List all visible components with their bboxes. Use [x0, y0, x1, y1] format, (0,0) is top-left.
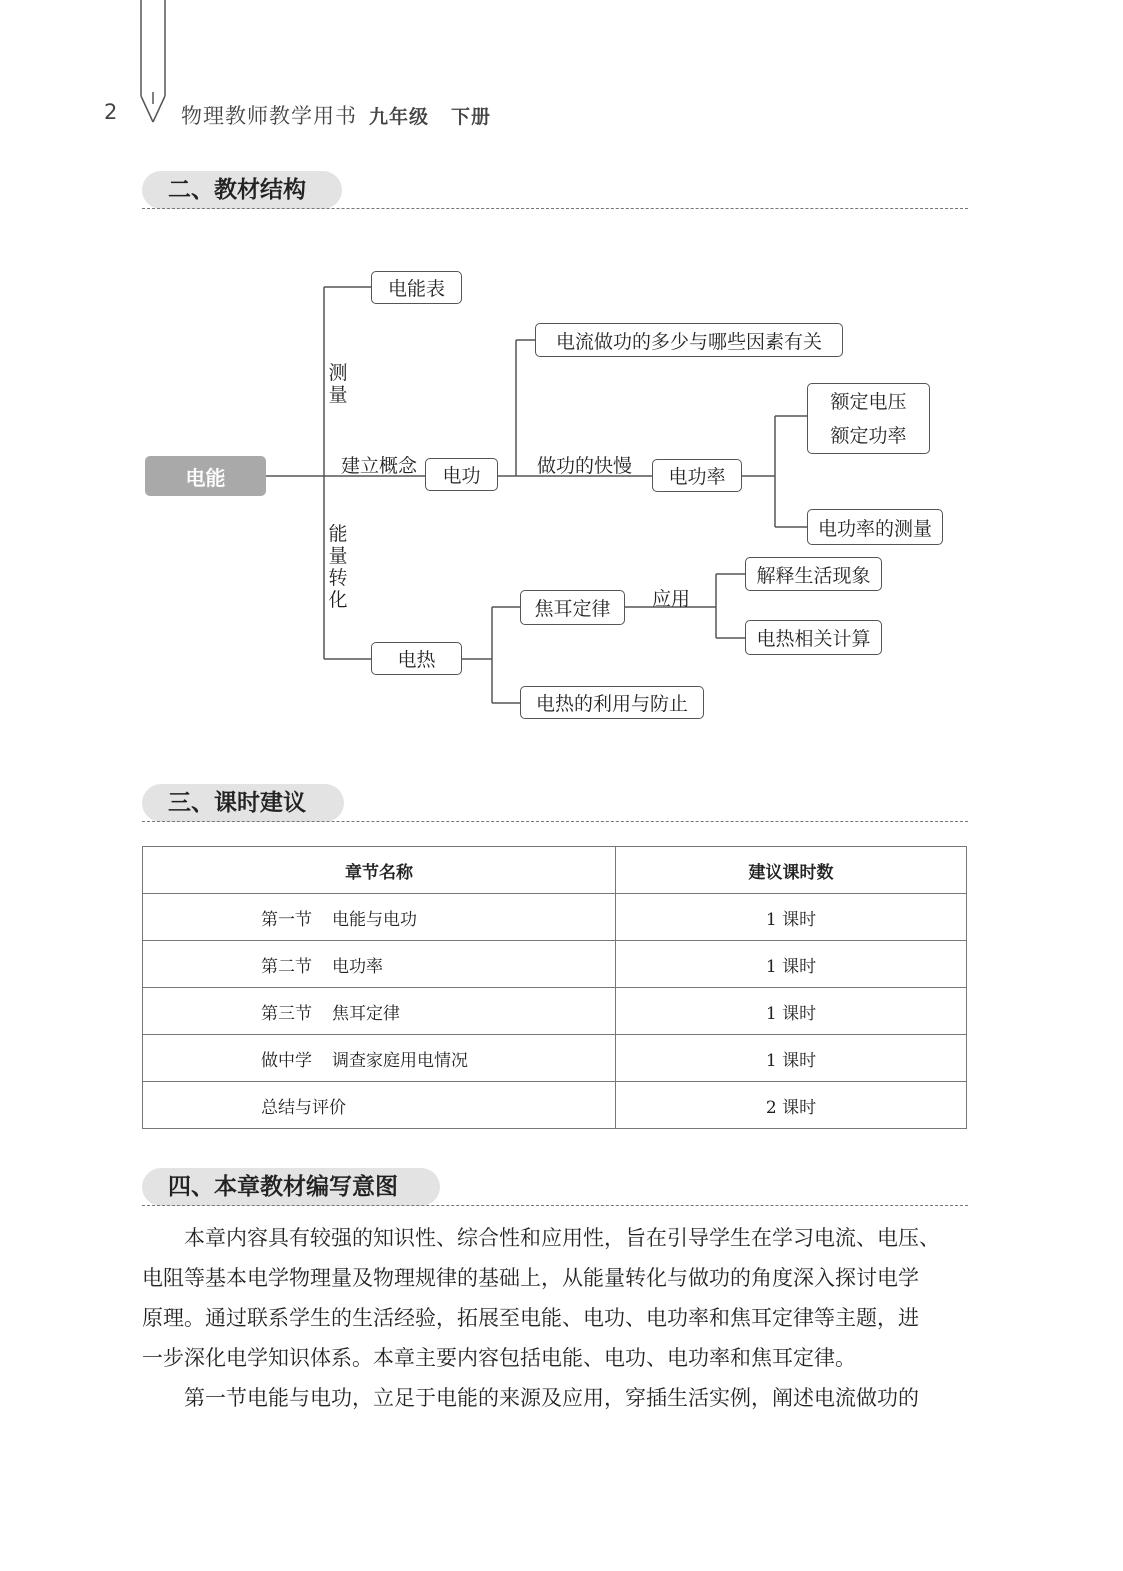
row-hours: 2 课时 — [616, 1082, 967, 1129]
section-heading-hours — [142, 784, 968, 822]
rated-voltage-label: 额定电压 — [830, 390, 907, 413]
paragraph-line: 一步深化电学知识体系。本章主要内容包括电能、电功、电功率和焦耳定律。 — [142, 1346, 856, 1370]
edge-label-speed: 做功的快慢 — [537, 455, 633, 477]
grade: 九年级 — [369, 106, 430, 128]
row-hours: 1 课时 — [616, 941, 967, 988]
dashed-divider — [142, 821, 968, 822]
dashed-divider — [142, 1205, 968, 1206]
table-row — [143, 1082, 967, 1129]
header-chapter-name: 章节名称 — [143, 847, 616, 894]
edge-label-apply: 应用 — [652, 588, 691, 610]
node-power-measurement: 电功率的测量 — [807, 509, 943, 545]
row-chapter: 第二节 电功率 — [143, 941, 616, 988]
schedule-table — [142, 846, 967, 1129]
paragraph-line: 原理。通过联系学生的生活经验，拓展至电能、电功、电功率和焦耳定律等主题，进 — [142, 1306, 919, 1330]
node-electric-power: 电功率 — [652, 459, 742, 492]
row-chapter: 第一节 电能与电功 — [143, 894, 616, 941]
rated-power-label: 额定功率 — [830, 424, 907, 447]
dashed-divider — [142, 208, 968, 209]
header-suggested-hours: 建议课时数 — [616, 847, 967, 894]
edge-label-energy-conversion: 能量转化 — [328, 523, 348, 611]
node-heat-calculation: 电热相关计算 — [745, 620, 882, 655]
row-hours: 1 课时 — [616, 1035, 967, 1082]
heading-pill: 二、教材结构 — [142, 171, 342, 209]
node-work-factors: 电流做功的多少与哪些因素有关 — [535, 323, 843, 357]
paragraph-line: 第一节电能与电功，立足于电能的来源及应用，穿插生活实例，阐述电流做功的 — [184, 1386, 919, 1410]
heading-pill: 四、本章教材编写意图 — [142, 1168, 440, 1206]
page-number: 2 — [104, 100, 118, 124]
row-hours: 1 课时 — [616, 894, 967, 941]
node-electric-work: 电功 — [425, 458, 498, 491]
node-use-and-prevent: 电热的利用与防止 — [520, 686, 704, 719]
running-header — [181, 100, 491, 130]
node-rated-values — [807, 383, 930, 454]
node-energy-meter: 电能表 — [371, 271, 462, 304]
row-hours: 1 课时 — [616, 988, 967, 1035]
row-chapter: 总结与评价 — [143, 1082, 616, 1129]
table-row — [143, 894, 967, 941]
node-electric-energy: 电能 — [145, 456, 266, 496]
intent-paragraph — [142, 1218, 968, 1418]
table-row — [143, 941, 967, 988]
row-chapter: 第三节 焦耳定律 — [143, 988, 616, 1035]
table-row — [143, 988, 967, 1035]
table-row — [143, 1035, 967, 1082]
section-heading-intent — [142, 1168, 968, 1206]
volume: 下册 — [451, 106, 492, 128]
table-header-row — [143, 847, 967, 894]
heading-pill: 三、课时建议 — [142, 784, 344, 822]
node-electric-heat: 电热 — [371, 642, 462, 675]
paragraph-line: 本章内容具有较强的知识性、综合性和应用性，旨在引导学生在学习电流、电压、 — [184, 1226, 940, 1250]
section-heading-structure — [142, 171, 968, 209]
paragraph-line: 电阻等基本电学物理量及物理规律的基础上，从能量转化与做功的角度深入探讨电学 — [142, 1266, 919, 1290]
pencil-icon — [135, 0, 171, 126]
edge-label-concept: 建立概念 — [341, 455, 418, 477]
book-title: 物理教师教学用书 — [181, 104, 357, 128]
node-explain-phenomena: 解释生活现象 — [745, 557, 882, 591]
node-joule-law: 焦耳定律 — [520, 590, 625, 625]
row-chapter: 做中学 调查家庭用电情况 — [143, 1035, 616, 1082]
edge-label-measure: 测量 — [328, 362, 348, 406]
